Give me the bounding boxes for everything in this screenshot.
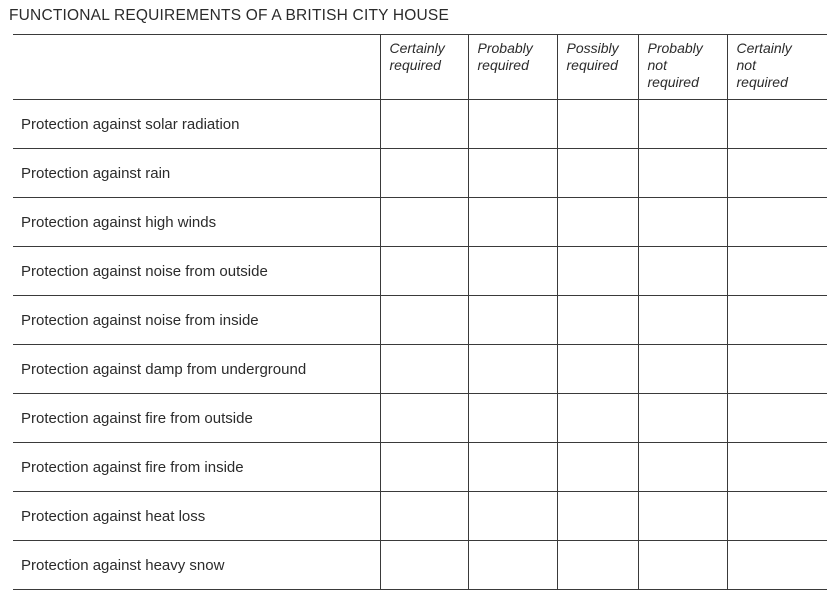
rating-cell[interactable]	[557, 198, 638, 247]
requirement-label: Protection against fire from inside	[13, 443, 380, 492]
rating-cell[interactable]	[380, 296, 468, 345]
rating-cell[interactable]	[468, 100, 557, 149]
requirement-column-header	[13, 35, 380, 100]
rating-cell[interactable]	[380, 247, 468, 296]
rating-cell[interactable]	[380, 443, 468, 492]
column-header-certainly-not-required	[727, 35, 827, 100]
column-header-line: not	[736, 57, 756, 73]
requirement-label: Protection against rain	[13, 149, 380, 198]
table-row	[13, 247, 827, 296]
rating-cell[interactable]	[557, 541, 638, 590]
rating-cell[interactable]	[727, 394, 827, 443]
requirement-label: Protection against high winds	[13, 198, 380, 247]
column-header-probably-required	[468, 35, 557, 100]
rating-cell[interactable]	[468, 247, 557, 296]
requirement-label: Protection against fire from outside	[13, 394, 380, 443]
rating-cell[interactable]	[727, 541, 827, 590]
rating-cell[interactable]	[557, 149, 638, 198]
column-header-line: required	[736, 74, 788, 90]
column-header-possibly-required	[557, 35, 638, 100]
rating-cell[interactable]	[727, 345, 827, 394]
table-row	[13, 345, 827, 394]
rating-cell[interactable]	[468, 149, 557, 198]
rating-cell[interactable]	[638, 100, 727, 149]
rating-cell[interactable]	[557, 443, 638, 492]
table-row	[13, 492, 827, 541]
table-row	[13, 394, 827, 443]
rating-cell[interactable]	[727, 247, 827, 296]
column-header-line: required	[389, 57, 441, 73]
rating-cell[interactable]	[468, 443, 557, 492]
rating-cell[interactable]	[380, 492, 468, 541]
table-row	[13, 198, 827, 247]
table-row	[13, 541, 827, 590]
rating-cell[interactable]	[727, 443, 827, 492]
page-title: FUNCTIONAL REQUIREMENTS OF A BRITISH CITY HOUSE	[9, 7, 450, 24]
rating-cell[interactable]	[727, 198, 827, 247]
column-header-line: Possibly	[566, 40, 619, 56]
rating-cell[interactable]	[557, 296, 638, 345]
requirement-label: Protection against heat loss	[13, 492, 380, 541]
rating-cell[interactable]	[638, 345, 727, 394]
rating-cell[interactable]	[638, 492, 727, 541]
rating-cell[interactable]	[638, 296, 727, 345]
column-header-line: Probably	[477, 40, 533, 56]
rating-cell[interactable]	[557, 492, 638, 541]
rating-cell[interactable]	[380, 100, 468, 149]
column-header-line: required	[477, 57, 529, 73]
rating-cell[interactable]	[468, 296, 557, 345]
requirement-label: Protection against damp from underground	[13, 345, 380, 394]
requirement-label: Protection against noise from inside	[13, 296, 380, 345]
rating-cell[interactable]	[727, 100, 827, 149]
rating-cell[interactable]	[380, 541, 468, 590]
column-header-certainly-required	[380, 35, 468, 100]
rating-cell[interactable]	[638, 443, 727, 492]
rating-cell[interactable]	[380, 394, 468, 443]
rating-cell[interactable]	[468, 492, 557, 541]
rating-cell[interactable]	[557, 345, 638, 394]
rating-cell[interactable]	[468, 394, 557, 443]
header-row	[13, 35, 827, 100]
rating-cell[interactable]	[468, 198, 557, 247]
column-header-line: Probably	[647, 40, 703, 56]
rating-cell[interactable]	[380, 149, 468, 198]
column-header-line: required	[647, 74, 699, 90]
column-header-probably-not-required	[638, 35, 727, 100]
rating-cell[interactable]	[557, 394, 638, 443]
rating-cell[interactable]	[468, 541, 557, 590]
requirements-table	[13, 34, 827, 590]
rating-cell[interactable]	[380, 345, 468, 394]
table-row	[13, 149, 827, 198]
requirement-label: Protection against heavy snow	[13, 541, 380, 590]
rating-cell[interactable]	[380, 198, 468, 247]
rating-cell[interactable]	[557, 100, 638, 149]
rating-cell[interactable]	[638, 541, 727, 590]
rating-cell[interactable]	[468, 345, 557, 394]
requirement-label: Protection against solar radiation	[13, 100, 380, 149]
rating-cell[interactable]	[638, 198, 727, 247]
rating-cell[interactable]	[638, 394, 727, 443]
column-header-line: Certainly	[736, 40, 792, 56]
rating-cell[interactable]	[638, 149, 727, 198]
column-header-line: Certainly	[389, 40, 445, 56]
rating-cell[interactable]	[727, 296, 827, 345]
table-row	[13, 100, 827, 149]
rating-cell[interactable]	[638, 247, 727, 296]
table-row	[13, 296, 827, 345]
requirement-label: Protection against noise from outside	[13, 247, 380, 296]
rating-cell[interactable]	[557, 247, 638, 296]
rating-cell[interactable]	[727, 492, 827, 541]
column-header-line: required	[566, 57, 618, 73]
rating-cell[interactable]	[727, 149, 827, 198]
table-row	[13, 443, 827, 492]
column-header-line: not	[647, 57, 667, 73]
